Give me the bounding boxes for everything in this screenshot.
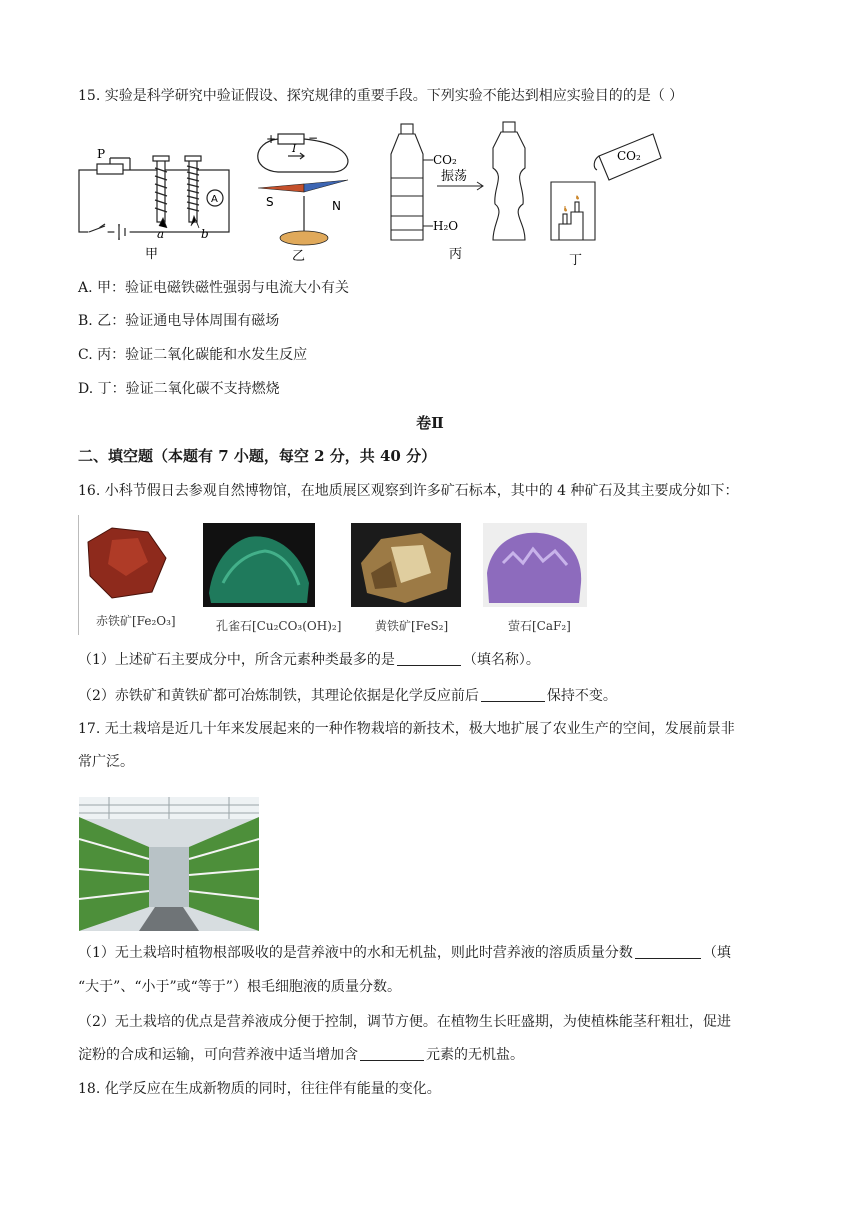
q16-stem: 16. 小科节假日去参观自然博物馆，在地质展区观察到许多矿石标本，其中的 4 种矿石及其主要成分如下：	[78, 483, 739, 499]
q15-option-b: B. 乙：验证通电导体周围有磁场	[78, 313, 280, 329]
q15-option-d: D. 丁：验证二氧化碳不支持燃烧	[78, 381, 280, 397]
answer-blank[interactable]	[635, 944, 701, 959]
q17-sub2-suffix: 元素的无机盐。	[426, 1047, 524, 1063]
svg-text:a: a	[157, 227, 165, 241]
mineral-hematite-image	[82, 522, 170, 602]
q17-sub2-line2	[78, 1045, 524, 1065]
q16-sub1-suffix: （填名称）。	[462, 652, 540, 668]
answer-blank[interactable]	[360, 1046, 424, 1061]
svg-text:b: b	[201, 227, 209, 241]
svg-text:CO₂: CO₂	[433, 153, 457, 167]
svg-text:乙: 乙	[292, 249, 306, 264]
q17-sub1-line1	[78, 943, 731, 963]
q17-sub1-suffix: （填	[702, 945, 731, 961]
q16-sub2-text: （2）赤铁矿和黄铁矿都可冶炼制铁，其理论依据是化学反应前后	[78, 688, 479, 704]
figure-yi-oersted	[248, 130, 363, 265]
figure-ding-candles	[545, 128, 665, 268]
svg-text:丙: 丙	[449, 247, 463, 262]
q17-sub1-line2: “大于”、“小于”或“等于”）根毛细胞液的质量分数。	[78, 979, 401, 995]
q15-stem: 15. 实验是科学研究中验证假设、探究规律的重要手段。下列实验不能达到相应实验目的的是（ ）	[78, 88, 684, 104]
hydroponics-greenhouse-image	[79, 797, 259, 931]
svg-text:丁: 丁	[569, 253, 583, 268]
mineral-fluorite-caption: 萤石[CaF₂]	[508, 619, 571, 633]
figure-jia-electromagnet	[75, 138, 235, 263]
svg-text:CO₂: CO₂	[617, 149, 641, 163]
svg-text:−: −	[308, 131, 319, 145]
figure-bing-bottle	[385, 118, 535, 268]
mineral-fluorite-image	[483, 523, 587, 607]
q17-sub1-text: （1）无土栽培时植物根部吸收的是营养液中的水和无机盐，则此时营养液的溶质质量分数	[78, 945, 633, 961]
q18-stem: 18. 化学反应在生成新物质的同时，往往伴有能量的变化。	[78, 1081, 441, 1097]
q17-sub2-line1: （2）无土栽培的优点是营养液成分便于控制，调节方便。在植物生长旺盛期，为使植株能茎秆粗壮，促进	[78, 1014, 731, 1030]
mineral-malachite-caption: 孔雀石[Cu₂CO₃(OH)₂]	[216, 619, 342, 633]
q15-option-a: A. 甲：验证电磁铁磁性强弱与电流大小有关	[78, 280, 350, 296]
answer-blank[interactable]	[481, 687, 545, 702]
svg-text:P: P	[97, 147, 106, 161]
mineral-hematite-caption: 赤铁矿[Fe₂O₃]	[96, 614, 176, 628]
q17-sub2-text: 淀粉的合成和运输，可向营养液中适当增加含	[78, 1047, 358, 1063]
svg-text:H₂O: H₂O	[433, 219, 459, 233]
answer-blank[interactable]	[397, 651, 461, 666]
q16-sub1	[78, 650, 540, 670]
svg-text:+: +	[266, 132, 277, 146]
q16-sub2-suffix: 保持不变。	[546, 688, 617, 704]
svg-text:N: N	[332, 199, 341, 213]
svg-text:A: A	[211, 194, 218, 205]
q16-sub2	[78, 686, 617, 706]
svg-text:甲: 甲	[145, 247, 159, 262]
figure-border	[78, 515, 79, 635]
mineral-pyrite-image	[351, 523, 461, 607]
section-title: 二、填空题（本题有 7 小题，每空 2 分，共 40 分）	[78, 447, 437, 465]
q17-stem-line1: 17. 无土栽培是近几十年来发展起来的一种作物栽培的新技术，极大地扩展了农业生产的空间，发展前景非	[78, 721, 735, 737]
volume-heading: 卷Ⅱ	[416, 414, 444, 432]
mineral-pyrite-caption: 黄铁矿[FeS₂]	[375, 619, 449, 633]
q17-stem-line2: 常广泛。	[78, 754, 134, 770]
mineral-malachite-image	[203, 523, 315, 607]
q16-sub1-text: （1）上述矿石主要成分中，所含元素种类最多的是	[78, 652, 395, 668]
svg-text:S: S	[266, 195, 274, 209]
svg-text:I: I	[292, 142, 297, 155]
svg-text:振荡: 振荡	[441, 169, 468, 184]
q15-option-c: C. 丙：验证二氧化碳能和水发生反应	[78, 347, 308, 363]
